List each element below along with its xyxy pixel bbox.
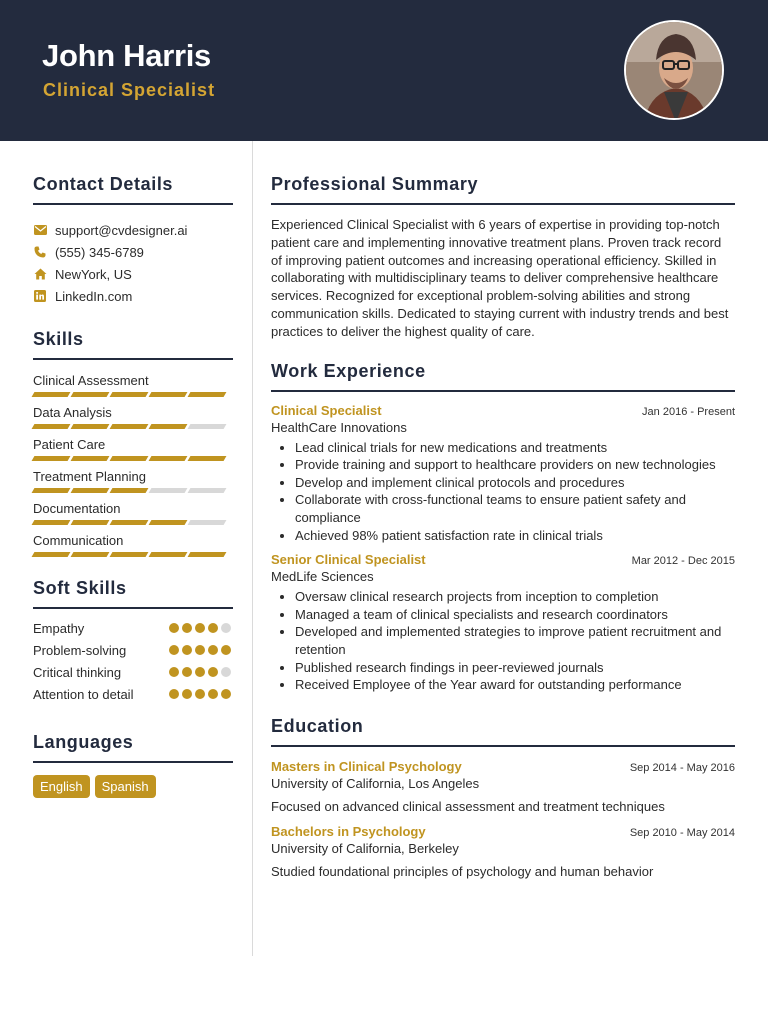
skill-name: Clinical Assessment: [33, 373, 149, 388]
skill-item: [33, 532, 233, 564]
education-section: [271, 716, 735, 879]
skill-level-segment: [110, 392, 149, 397]
soft-skill-rating: [169, 667, 231, 677]
skill-level-segment: [188, 552, 227, 557]
language-tag: Spanish: [95, 775, 156, 798]
skills-title: Skills: [33, 329, 233, 360]
summary-section: [271, 174, 735, 341]
job-bullets: [271, 588, 735, 694]
skill-level-segment: [149, 552, 188, 557]
job-bullet: • Received Employee of the Year award for outstanding performance: [295, 676, 735, 694]
soft-skill-name: Problem-solving: [33, 642, 127, 658]
language-tag: English: [33, 775, 90, 798]
skill-level-segment: [110, 520, 149, 525]
skill-level-segment: [149, 424, 188, 429]
soft-skills-title: Soft Skills: [33, 578, 233, 609]
rating-dot: [221, 645, 231, 655]
rating-dot: [169, 623, 179, 633]
skill-level-bar: [33, 424, 233, 429]
education-entry: [271, 759, 735, 814]
school-name: University of California, Los Angeles: [271, 775, 480, 791]
job-bullet: • Developed and implemented strategies to improve patient recruitment and retention: [295, 623, 735, 658]
skill-name: Communication: [33, 533, 124, 548]
skill-level-segment: [71, 552, 110, 557]
rating-dot: [208, 645, 218, 655]
soft-skills-list: [33, 617, 233, 705]
job-entry: [271, 403, 735, 545]
skill-level-segment: [71, 488, 110, 493]
soft-skill-rating: [169, 689, 231, 699]
skill-item: [33, 404, 233, 436]
job-company: HealthCare Innovations: [271, 419, 407, 435]
rating-dot: [208, 689, 218, 699]
degree-title: Bachelors in Psychology: [271, 823, 426, 839]
skill-item: [33, 372, 233, 404]
soft-skill-name: Critical thinking: [33, 664, 122, 680]
linkedin-icon: [33, 289, 47, 303]
summary-title: Professional Summary: [271, 174, 735, 205]
contact-location-text: NewYork, US: [55, 266, 132, 282]
rating-dot: [182, 623, 192, 633]
skill-level-segment: [110, 456, 149, 461]
contact-location: [33, 263, 233, 285]
contact-linkedin[interactable]: [33, 285, 233, 307]
job-title: Senior Clinical Specialist: [271, 552, 426, 568]
contact-title: Contact Details: [33, 174, 233, 205]
job-bullet: • Achieved 98% patient satisfaction rate in clinical trials: [295, 527, 735, 545]
skill-item: [33, 436, 233, 468]
rating-dot: [195, 623, 205, 633]
soft-skills-section: [33, 578, 233, 705]
candidate-name: John Harris: [42, 38, 211, 73]
skill-name: Documentation: [33, 501, 121, 516]
job-company: MedLife Sciences: [271, 569, 374, 585]
rating-dot: [221, 689, 231, 699]
column-divider: [252, 141, 253, 956]
rating-dot: [195, 667, 205, 677]
rating-dot: [221, 623, 231, 633]
rating-dot: [195, 689, 205, 699]
contact-phone[interactable]: [33, 241, 233, 263]
job-bullet: • Oversaw clinical research projects from inception to completion: [295, 588, 735, 606]
skill-level-segment: [110, 424, 149, 429]
skill-level-segment: [149, 456, 188, 461]
education-date: Sep 2010 - May 2014: [629, 826, 735, 839]
soft-skill-item: [33, 617, 233, 639]
contact-phone-text: (555) 345-6789: [55, 244, 144, 260]
contact-section: [33, 174, 233, 307]
contact-linkedin-text: LinkedIn.com: [55, 288, 133, 304]
email-icon: [33, 223, 47, 237]
skill-level-segment: [32, 520, 71, 525]
skill-level-segment: [149, 488, 188, 493]
rating-dot: [195, 645, 205, 655]
job-bullet: • Published research findings in peer-reviewed journals: [295, 659, 735, 677]
rating-dot: [182, 645, 192, 655]
education-date: Sep 2014 - May 2016: [629, 761, 735, 774]
languages-section: [33, 732, 233, 798]
job-date: Mar 2012 - Dec 2015: [631, 555, 735, 568]
skill-name: Patient Care: [33, 437, 106, 452]
skill-level-segment: [149, 520, 188, 525]
soft-skill-item: [33, 683, 233, 705]
skill-level-segment: [188, 520, 227, 525]
skill-level-segment: [71, 456, 110, 461]
phone-icon: [33, 245, 47, 259]
soft-skill-item: [33, 639, 233, 661]
rating-dot: [221, 667, 231, 677]
skill-level-segment: [32, 552, 71, 557]
skill-level-segment: [32, 392, 71, 397]
soft-skill-rating: [169, 645, 231, 655]
header-banner: [0, 0, 768, 141]
languages-title: Languages: [33, 732, 233, 763]
education-description: Studied foundational principles of psychology and human behavior: [271, 863, 654, 879]
job-bullet: • Provide training and support to healthcare providers on new technologies: [295, 456, 735, 474]
main-content: [271, 141, 735, 879]
rating-dot: [182, 689, 192, 699]
skill-level-segment: [110, 488, 149, 493]
soft-skill-rating: [169, 623, 231, 633]
skill-item: [33, 500, 233, 532]
skill-level-segment: [149, 392, 188, 397]
school-name: University of California, Berkeley: [271, 840, 459, 856]
job-bullet: • Collaborate with cross-functional teams to ensure patient safety and compliance: [295, 491, 735, 526]
skill-level-segment: [32, 456, 71, 461]
rating-dot: [208, 623, 218, 633]
skills-section: [33, 329, 233, 564]
candidate-title: Clinical Specialist: [43, 80, 216, 100]
degree-title: Masters in Clinical Psychology: [271, 758, 462, 774]
job-date: Jan 2016 - Present: [642, 405, 735, 418]
rating-dot: [169, 667, 179, 677]
skill-level-bar: [33, 456, 233, 461]
rating-dot: [169, 689, 179, 699]
rating-dot: [169, 645, 179, 655]
skill-item: [33, 468, 233, 500]
job-bullet: • Develop and implement clinical protocols and procedures: [295, 474, 735, 492]
skill-level-bar: [33, 552, 233, 557]
skill-level-segment: [71, 520, 110, 525]
rating-dot: [182, 667, 192, 677]
skill-level-segment: [188, 424, 227, 429]
contact-email-text: support@cvdesigner.ai: [55, 222, 188, 238]
job-bullet: • Managed a team of clinical specialists and research coordinators: [295, 606, 735, 624]
soft-skill-name: Empathy: [33, 620, 85, 636]
job-title: Clinical Specialist: [271, 402, 382, 418]
skills-list: [33, 372, 233, 564]
language-tags: [33, 775, 233, 798]
soft-skill-name: Attention to detail: [33, 686, 134, 702]
skill-level-segment: [32, 424, 71, 429]
profile-photo: [624, 20, 724, 120]
job-bullets: [271, 439, 735, 545]
experience-section: [271, 361, 735, 694]
skill-level-segment: [71, 392, 110, 397]
skill-level-segment: [188, 392, 227, 397]
skill-level-segment: [188, 488, 227, 493]
sidebar: [33, 141, 233, 798]
contact-list: [33, 219, 233, 307]
skill-name: Treatment Planning: [33, 469, 146, 484]
skill-level-bar: [33, 520, 233, 525]
education-title: Education: [271, 716, 735, 747]
job-bullet: • Lead clinical trials for new medications and treatments: [295, 439, 735, 457]
education-description: Focused on advanced clinical assessment and treatment techniques: [271, 798, 665, 814]
skill-level-segment: [188, 456, 227, 461]
rating-dot: [208, 667, 218, 677]
skill-level-bar: [33, 392, 233, 397]
skill-name: Data Analysis: [33, 405, 112, 420]
skill-level-segment: [71, 424, 110, 429]
home-icon: [33, 267, 47, 281]
skill-level-bar: [33, 488, 233, 493]
contact-email[interactable]: [33, 219, 233, 241]
skill-level-segment: [32, 488, 71, 493]
soft-skill-item: [33, 661, 233, 683]
summary-text: Experienced Clinical Specialist with 6 years of expertise in providing top-notch patient care and implementing innovative treatment plans. Proven track record of improving patient outcomes and increasing operational efficiency. Skilled in collaborating with multidisciplinary teams to deliver comprehensive healthcare services. Recognized for exceptional problem-solving abilities and strong communication skills. Dedicated to staying current with industry trends and best practices to deliver the highest quality of care.: [271, 217, 729, 339]
skill-level-segment: [110, 552, 149, 557]
experience-title: Work Experience: [271, 361, 735, 392]
job-entry: [271, 552, 735, 694]
education-entry: [271, 824, 735, 879]
